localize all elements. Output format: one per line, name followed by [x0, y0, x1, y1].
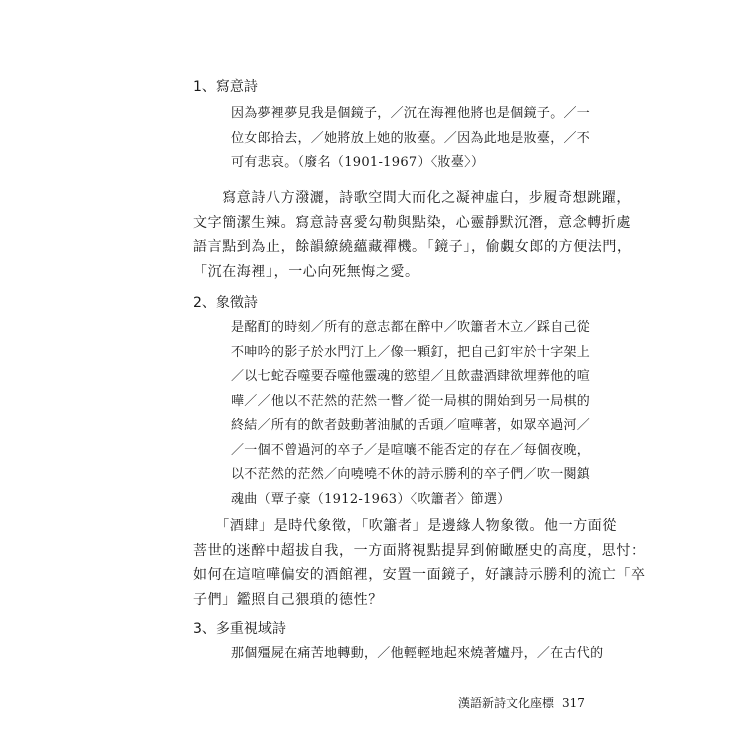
section-heading-1: 1、寫意詩: [193, 79, 258, 95]
quote-line: ／以七蛇吞噬要吞噬他靈魂的慾望／且飲盡酒肆欲埋葬他的喧: [231, 369, 591, 384]
quote-line: 那個殭屍在痛苦地轉動，／他輕輕地起來燒著爐丹，／在古代的: [231, 646, 604, 661]
section-heading-3: 3、多重視域詩: [193, 621, 286, 637]
quote-line: ／一個不曾過河的卒子／是喧嚷不能否定的存在／每個夜晚，: [231, 442, 591, 458]
prose-line: 「酒肆」是時代象徵，「吹簫者」是邊緣人物象徵。他一方面從: [193, 518, 617, 534]
prose-line: 文字簡潔生辣。寫意詩喜愛勾勒與點染，心靈靜默沉潛，意念轉折處: [193, 214, 631, 231]
page-footer: [458, 695, 585, 711]
quote-block-3: [231, 642, 604, 667]
prose-paragraph-2: [193, 514, 646, 612]
quote-line: 終結／所有的飲者鼓動著油膩的舌頭／喧嘩著，如眾卒過河／: [231, 418, 591, 433]
quote-line: 是酩酊的時刻／所有的意志都在醉中／吹簫者木立／踩自己從: [231, 320, 591, 335]
prose-line: 「沉在海裡」，一心向死無悔之愛。: [193, 263, 420, 280]
quote-block-1: [231, 102, 591, 176]
quote-line: 位女郎拾去，／她將放上她的妝臺。／因為此地是妝臺，／不: [231, 130, 591, 146]
quote-line: 嘩／／他以不茫然的茫然一瞥／從一局棋的開始到另一局棋的: [231, 393, 591, 409]
section-heading-2: 2、象徵詩: [193, 295, 258, 311]
quote-line: 因為夢裡夢見我是個鏡子，／沉在海裡他將也是個鏡子。／一: [231, 106, 591, 121]
prose-line: 語言點到為止，餘韻繚繞蘊藏禪機。「鏡子」，偷覷女郎的方便法門，: [193, 239, 632, 255]
quote-line: 可有悲哀。（廢名（1901-1967）〈妝臺〉）: [231, 155, 485, 170]
prose-line: 菩世的迷醉中超拔自我，一方面將視點提昇到俯瞰歷史的高度，思忖：: [193, 542, 646, 559]
quote-line: 以不茫然的茫然／向嘵嘵不休的詩示勝利的卒子們／吹一闋鎮: [231, 467, 591, 482]
prose-paragraph-1: [193, 186, 632, 284]
prose-line: 寫意詩八方潑灑，詩歌空間大而化之凝神虛白，步履奇想跳躍，: [193, 190, 631, 206]
running-title: 漢語新詩文化座標: [458, 696, 555, 710]
quote-block-2: [231, 316, 591, 512]
prose-line: 子們」鑑照自己猥瑣的德性？: [193, 591, 383, 608]
quote-line: 不呻吟的影子於水門汀上／像一顆釘，把自己釘牢於十字架上: [231, 344, 591, 360]
quote-line: 魂曲（覃子豪（1912-1963）〈吹簫者〉節選）: [231, 491, 511, 507]
page-number: 317: [562, 696, 585, 710]
prose-line: 如何在這喧嘩偏安的酒館裡，安置一面鏡子，好讓詩示勝利的流亡「卒: [193, 567, 646, 583]
